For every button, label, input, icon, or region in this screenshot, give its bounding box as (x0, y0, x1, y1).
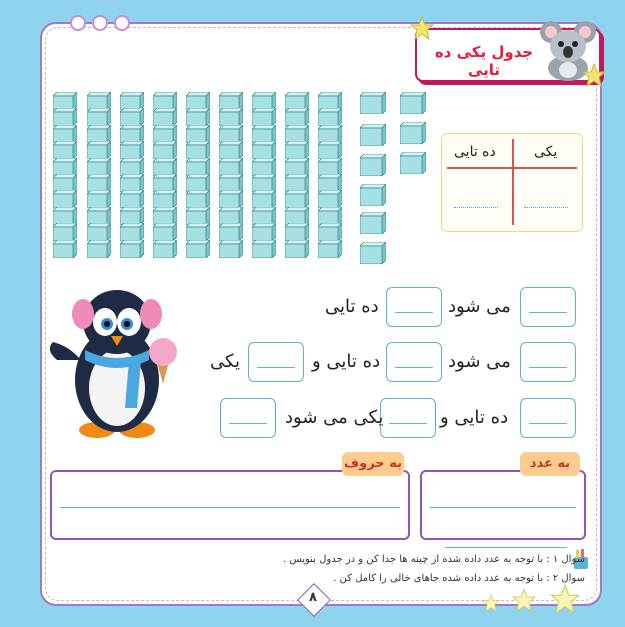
ten-rod (219, 92, 241, 258)
ten-rod (120, 92, 142, 258)
letters-label: به حروف (342, 452, 404, 476)
star-icon (512, 588, 536, 612)
ten-rod (318, 92, 340, 258)
title-box (415, 28, 601, 82)
star-icon (482, 594, 500, 612)
word-text: ده تایی و (312, 351, 381, 372)
unit-cube (400, 122, 422, 142)
unit-cube (360, 154, 382, 174)
page-title: جدول یکی ده تایی (434, 43, 534, 79)
unit-cube (360, 92, 382, 112)
unit-cube (400, 152, 422, 172)
word-text: می شود (448, 296, 511, 317)
ten-rod (186, 92, 208, 258)
answer-box[interactable] (248, 342, 304, 382)
ones-answer-line[interactable] (524, 207, 568, 208)
number-answer-card[interactable] (420, 470, 586, 540)
question-1: سوال ۱ : با توجه به عدد داده شده از چینه ها جدا کن و در جدول بنویس . (283, 554, 585, 565)
question-separator (445, 547, 567, 548)
penguin-illustration (45, 280, 205, 448)
answer-box[interactable] (520, 287, 576, 327)
word-text: ده تایی و (440, 407, 509, 428)
page-number: ۸ (309, 590, 317, 605)
answer-box[interactable] (520, 342, 576, 382)
table-divider-vertical (512, 139, 514, 225)
place-value-table (441, 133, 583, 232)
answer-box[interactable] (386, 287, 442, 327)
word-text: می شود (448, 351, 511, 372)
letters-answer-card[interactable] (50, 470, 410, 540)
question-2: سوال ۲ : با توجه به عدد داده شده جاهای خالی را کامل کن . (333, 573, 585, 584)
table-divider-horizontal (447, 167, 577, 169)
unit-cube (360, 184, 382, 204)
answer-box[interactable] (380, 398, 436, 438)
star-icon (410, 16, 434, 40)
star-icon (550, 584, 580, 614)
unit-cube (400, 92, 422, 112)
ten-rod (53, 92, 75, 258)
answer-box[interactable] (520, 398, 576, 438)
ten-rod (153, 92, 175, 258)
word-text: یکی (210, 351, 240, 372)
word-text: یکی می شود (285, 407, 384, 428)
ten-rod (87, 92, 109, 258)
tens-column-header: ده تایی (454, 144, 496, 160)
unit-cube (360, 242, 382, 262)
answer-box[interactable] (386, 342, 442, 382)
word-text: ده تایی (325, 296, 379, 317)
ones-column-header: یکی (534, 144, 558, 160)
number-label: به عدد (520, 452, 580, 476)
ten-rod (252, 92, 274, 258)
tens-answer-line[interactable] (454, 207, 498, 208)
ten-rod (285, 92, 307, 258)
star-icon (582, 63, 606, 87)
unit-cube (360, 212, 382, 232)
answer-box[interactable] (220, 398, 276, 438)
unit-cube (360, 124, 382, 144)
